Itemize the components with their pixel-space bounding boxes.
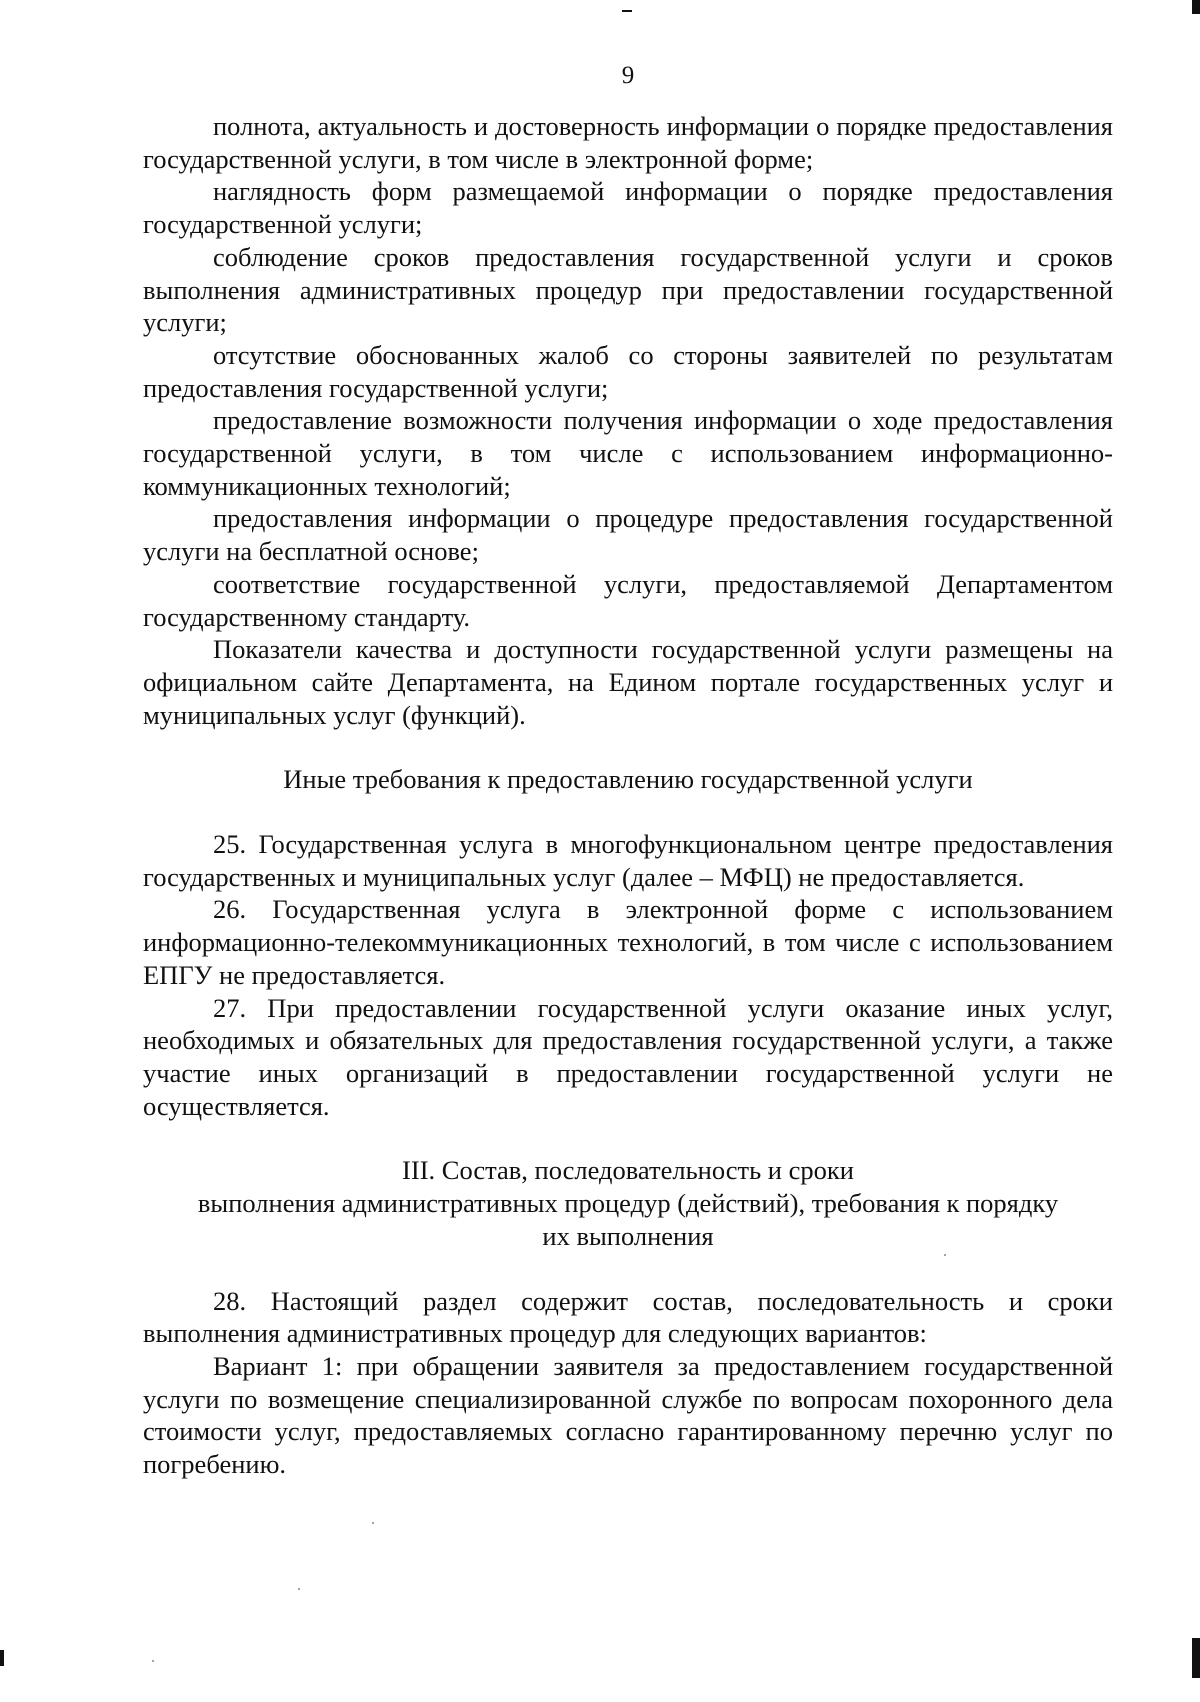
- paragraph: 25. Государственная услуга в многофункциональном центре предоставления государственных и муниципальных услуг (далее – МФЦ) не предоставляется.: [143, 829, 1113, 892]
- section-heading: [143, 1154, 1113, 1252]
- page-number: 9: [621, 62, 635, 89]
- paragraph: 28. Настоящий раздел содержит состав, последовательность и сроки выполнения административных процедур для следующих вариантов:: [143, 1285, 1113, 1349]
- scan-mark: [1192, 1638, 1200, 1678]
- paragraph: полнота, актуальность и достоверность информации о порядке предоставления государственной услуги, в том числе в электронной форме;: [143, 111, 1113, 174]
- paragraph: 26. Государственная услуга в электронной форме с использованием информационно-телекоммуникационных технологий, в том числе с использованием ЕПГУ не предоставляется.: [143, 894, 1113, 990]
- paragraph: Показатели качества и доступности государственной услуги размещены на официальном сайте Департамента, на Едином портале государственных услуг и муниципальных услуг (функций).: [143, 634, 1113, 730]
- section-heading-line: III. Состав, последовательность и сроки: [402, 1155, 854, 1186]
- paragraph: предоставления информации о процедуре предоставления государственной услуги на бесплатной основе;: [143, 503, 1113, 567]
- scan-mark: [1192, 0, 1200, 14]
- scan-speck: [152, 1660, 154, 1662]
- section-heading-line: их выполнения: [542, 1220, 714, 1251]
- scan-mark: [622, 10, 632, 12]
- section-heading-line: выполнения административных процедур (действий), требования к порядку: [197, 1188, 1059, 1219]
- scan-speck: [298, 1588, 300, 1590]
- section-subheading: Иные требования к предоставлению государственной услуги: [283, 764, 973, 795]
- paragraph: предоставление возможности получения информации о ходе предоставления государственной услуги, в том числе с использованием информационно-коммуникационных технологий;: [143, 405, 1113, 501]
- paragraph: наглядность форм размещаемой информации о порядке предоставления государственной услуги;: [143, 176, 1113, 240]
- scan-mark: [0, 1650, 4, 1666]
- paragraph: отсутствие обоснованных жалоб со стороны заявителей по результатам предоставления государственной услуги;: [143, 339, 1113, 403]
- document-body: [143, 110, 1113, 1481]
- paragraph: соблюдение сроков предоставления государственной услуги и сроков выполнения административных процедур при предоставлении государственной услуги;: [143, 241, 1113, 338]
- scan-speck: [372, 1522, 374, 1524]
- paragraph: соответствие государственной услуги, предоставляемой Департаментом государственному стандарту.: [143, 568, 1113, 632]
- paragraph: 27. При предоставлении государственной услуги оказание иных услуг, необходимых и обязательных для предоставления государственной услуги, а также участие иных организаций в предоставлении государственной услуги не осуществляется.: [143, 992, 1113, 1121]
- paragraph: Вариант 1: при обращении заявителя за предоставлением государственной услуги по возмещение специализированной службе по вопросам похоронного дела стоимости услуг, предоставляемых согласно гарантированному перечню услуг по погребению.: [143, 1350, 1113, 1480]
